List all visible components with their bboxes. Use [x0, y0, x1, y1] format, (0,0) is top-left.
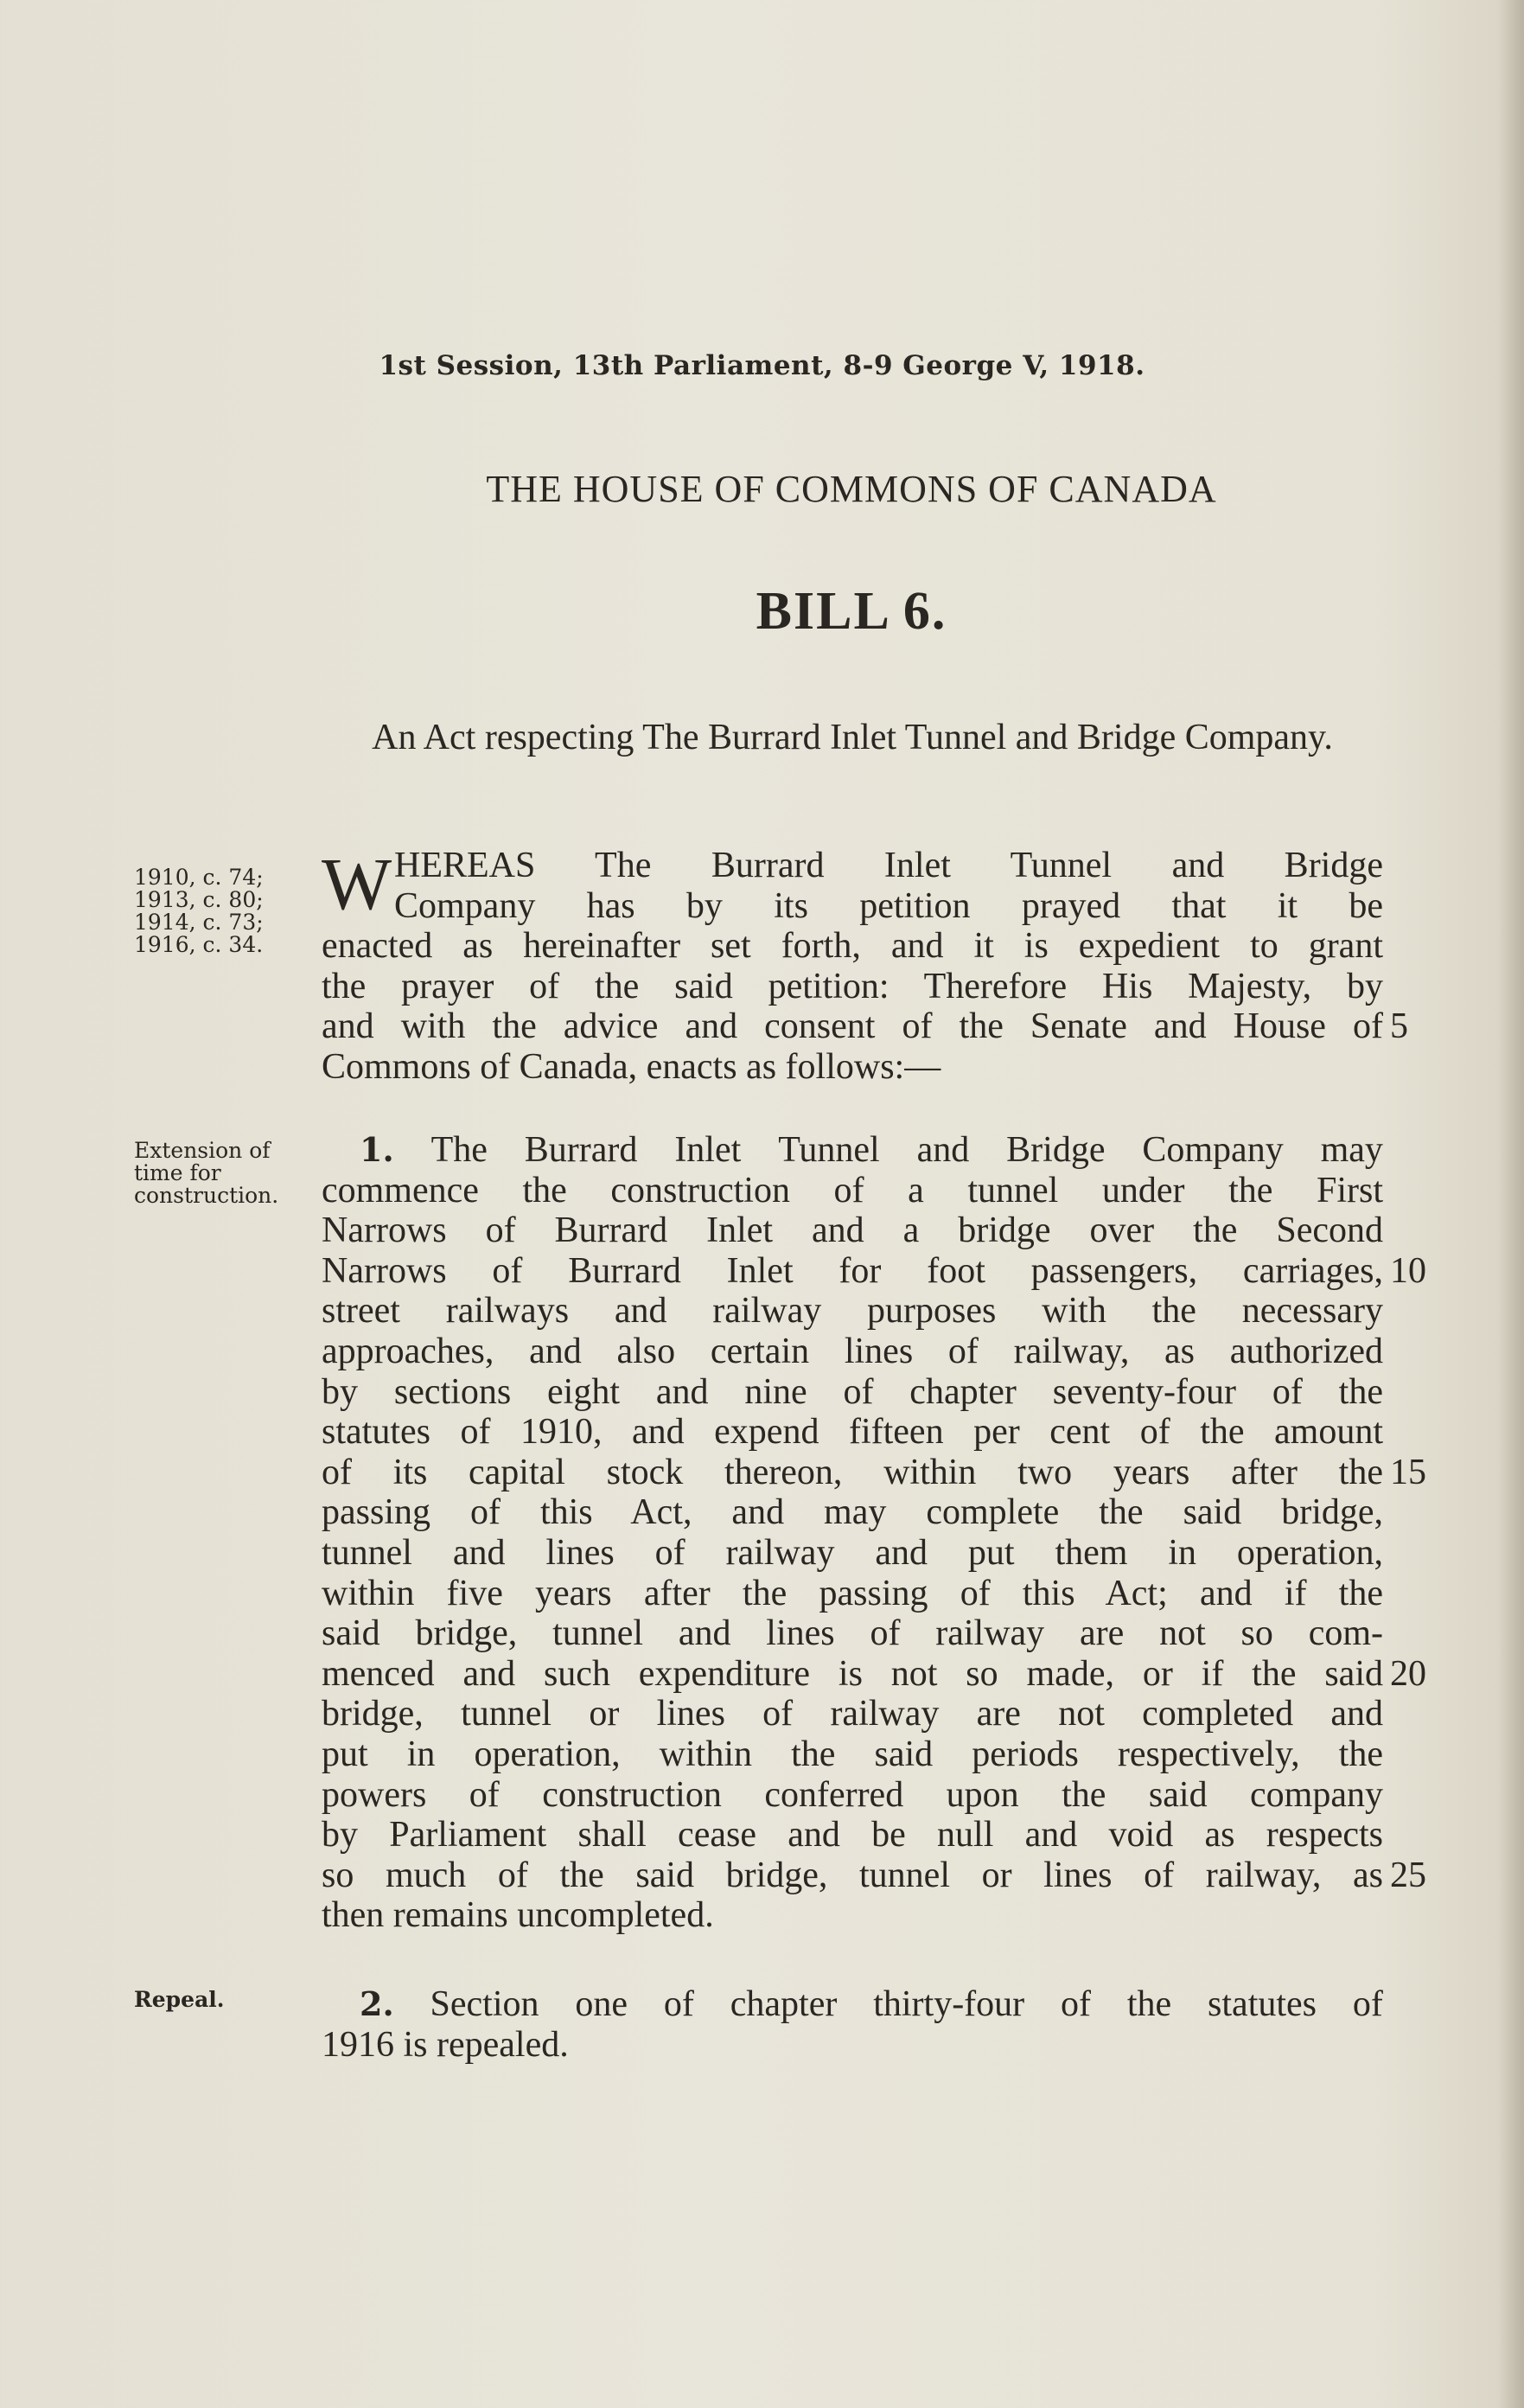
text-line: HEREAS The Burrard Inlet Tunnel and Bridge — [394, 846, 1383, 885]
text-line: and with the advice and consent of the Senate and House of 5 — [322, 1006, 1408, 1047]
text-line: the prayer of the said petition: Therefore His Majesty, by — [322, 966, 1383, 1006]
text-line: passing of this Act, and may complete the said bridge, — [322, 1492, 1383, 1533]
text-line: bridge, tunnel or lines of railway are not completed and — [322, 1694, 1383, 1734]
text-line: by Parliament shall cease and be null and void as respects — [322, 1815, 1383, 1856]
citation-line: 1910, c. 74; — [134, 865, 264, 890]
section-number: 1. — [360, 1130, 394, 1169]
act-title: An Act respecting The Burrard Inlet Tunnel and Bridge Company. — [372, 718, 1333, 757]
text-line: Commons of Canada, enacts as follows:— — [322, 1046, 941, 1087]
text-line: then remains uncompleted. — [322, 1895, 714, 1936]
citation-line: 1916, c. 34. — [134, 932, 264, 957]
text-line: enacted as hereinafter set forth, and it is expedient to grant — [322, 926, 1383, 967]
text-line: by sections eight and nine of chapter seventy-four of the — [322, 1371, 1383, 1412]
bill-number: BILL 6. — [756, 582, 947, 641]
text-line: of its capital stock thereon, within two years after the 15 — [322, 1452, 1426, 1492]
text-line: 2. Section one of chapter thirty-four of the statutes of — [360, 1984, 1383, 2024]
text-line: 1. The Burrard Inlet Tunnel and Bridge Company may — [360, 1130, 1383, 1170]
section-2-lines — [322, 1984, 1383, 2065]
citation-line: 1914, c. 73; — [134, 910, 264, 935]
text-line: 1916 is repealed. — [322, 2024, 569, 2065]
text-line: menced and such expenditure is not so made, or if the said 20 — [322, 1653, 1426, 1694]
section-1 — [322, 1130, 1426, 1936]
line-number: 15 — [1390, 1452, 1426, 1492]
session-header: 1st Session, 13th Parliament, 8-9 George V, 1918. — [379, 350, 1145, 381]
line-number: 20 — [1390, 1653, 1426, 1694]
margin-extension-note — [134, 1140, 298, 1207]
section-number: 2. — [360, 1984, 394, 2023]
preamble — [322, 842, 1408, 1088]
preamble-lines — [322, 842, 1408, 1088]
margin-repeal-note: Repeal. — [134, 1987, 225, 2012]
text-line: tunnel and lines of railway and put them in operation, — [322, 1532, 1383, 1573]
section-1-lines — [322, 1130, 1426, 1936]
text-line: statutes of 1910, and expend fifteen per cent of the amount — [322, 1412, 1383, 1453]
margin-note-line: time for — [134, 1160, 221, 1185]
margin-note-line: Extension of — [134, 1138, 271, 1163]
text-line: commence the construction of a tunnel under the First — [322, 1170, 1383, 1210]
text-line: so much of the said bridge, tunnel or lines of railway, as 25 — [322, 1855, 1426, 1895]
text-line: within five years after the passing of this Act; and if the — [322, 1573, 1383, 1613]
margin-citations — [134, 866, 298, 956]
text-line: Narrows of Burrard Inlet and a bridge over the Second — [322, 1210, 1383, 1251]
line-number: 10 — [1390, 1250, 1426, 1291]
margin-note-line: construction. — [134, 1183, 279, 1208]
citation-line: 1913, c. 80; — [134, 887, 264, 912]
drop-cap: W — [322, 842, 392, 925]
text-line: Company has by its petition prayed that it be — [394, 885, 1383, 926]
house-heading: THE HOUSE OF COMMONS OF CANADA — [486, 468, 1217, 510]
text-line: put in operation, within the said periods respectively, the — [322, 1734, 1383, 1774]
page-edge-shadow — [1498, 0, 1524, 2408]
text-line: Narrows of Burrard Inlet for foot passengers, carriages, 10 — [322, 1250, 1426, 1291]
line-number: 25 — [1390, 1855, 1426, 1895]
text-line: powers of construction conferred upon the said company — [322, 1774, 1383, 1815]
line-number: 5 — [1390, 1006, 1408, 1047]
text-line: street railways and railway purposes with the necessary — [322, 1291, 1383, 1332]
text-line: said bridge, tunnel and lines of railway are not so com- — [322, 1613, 1383, 1654]
text-line: approaches, and also certain lines of railway, as authorized — [322, 1331, 1383, 1371]
section-2 — [322, 1984, 1383, 2065]
